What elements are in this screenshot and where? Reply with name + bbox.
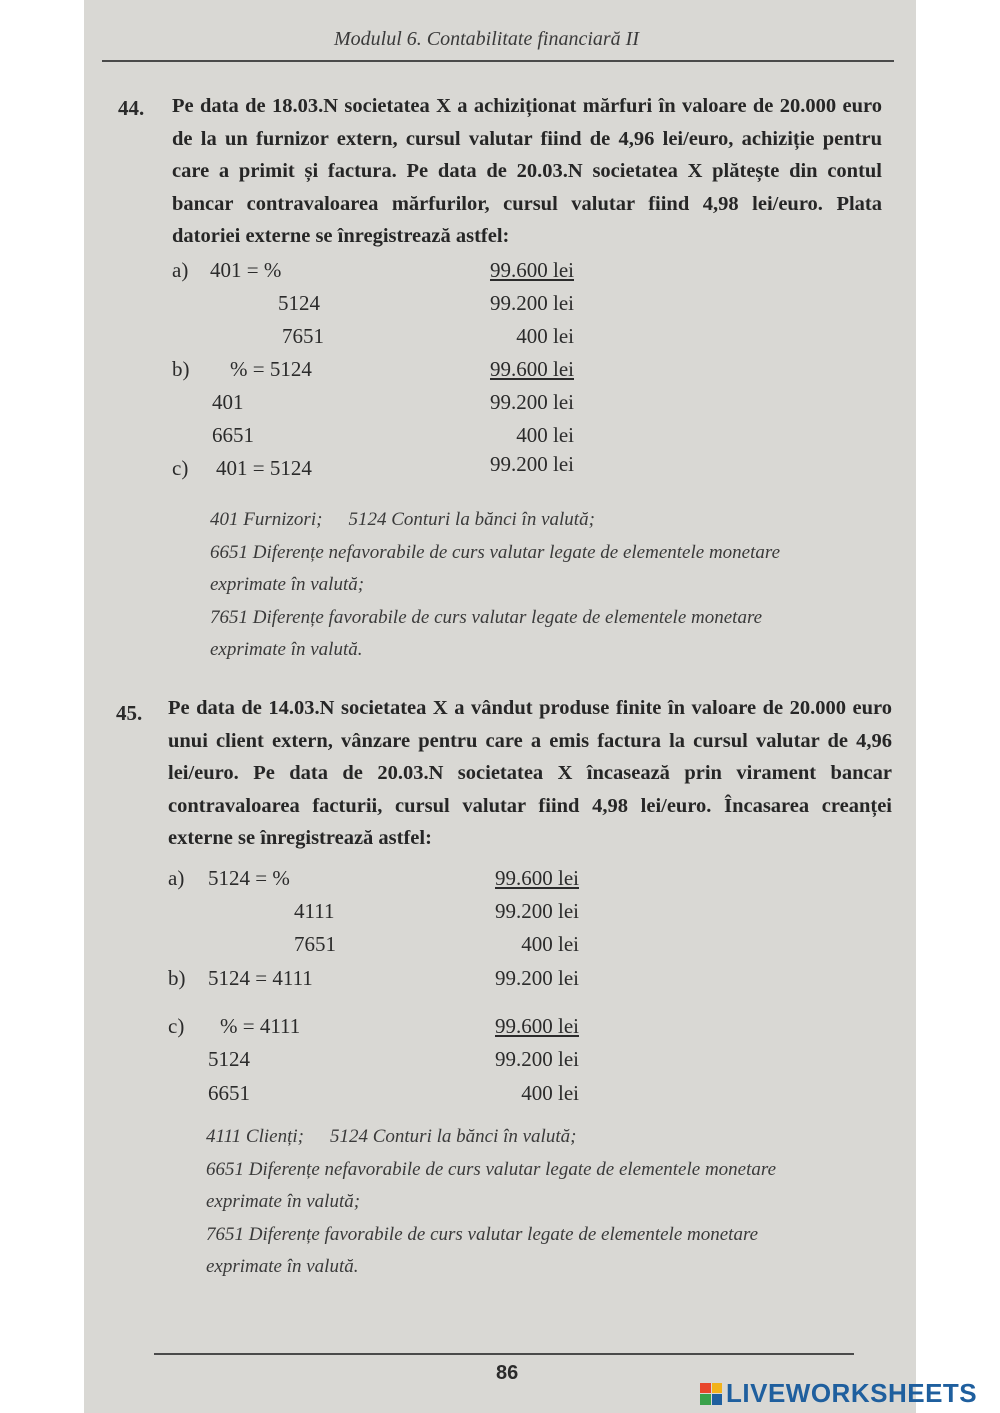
q44-option-b-amount: 99.200 lei <box>490 390 574 414</box>
page-number: 86 <box>496 1362 519 1384</box>
q45-option-c-amount: 99.200 lei <box>495 1047 579 1071</box>
q45-option-b-entry: 5124 = 4111 <box>208 966 313 990</box>
legend-text: exprimate în valută; <box>210 574 365 595</box>
legend-text: 7651 Diferențe favorabile de curs valutar legate de elementele monetare <box>210 606 763 628</box>
q45-option-a-account: 7651 <box>294 932 336 956</box>
q44-legend <box>210 504 890 667</box>
legend-text: 6651 Diferențe nefavorabile de curs valutar legate de elementele monetare <box>210 541 780 563</box>
q44-option-c-entry: 401 = 5124 <box>216 456 312 480</box>
legend-text: 401 Furnizori; <box>210 509 323 530</box>
legend-text: exprimate în valută. <box>210 639 363 660</box>
q45-option-a-account: 4111 <box>294 899 335 923</box>
q44-option-a-amount: 400 lei <box>516 324 574 348</box>
q45-option-c-entry: % = 4111 <box>220 1014 301 1038</box>
q44-option-a-account: 7651 <box>282 324 324 348</box>
q44-option-b-account: 6651 <box>212 423 254 447</box>
q44-option-c-amount: 99.200 lei <box>490 452 574 476</box>
q44-option-b-entry: % = 5124 <box>230 357 312 381</box>
legend-text: 5124 Conturi la bănci în valută; <box>348 509 595 530</box>
q45-option-c-account: 6651 <box>208 1081 250 1105</box>
question-44-number: 44. <box>118 96 145 120</box>
liveworksheets-watermark <box>700 1378 977 1409</box>
q45-option-c-amount: 99.600 lei <box>495 1014 579 1038</box>
q45-option-b-label: b) <box>168 966 186 990</box>
legend-text: exprimate în valută. <box>206 1256 359 1277</box>
footer-rule <box>154 1353 854 1355</box>
q45-option-a-entry: 5124 = % <box>208 866 290 890</box>
q44-option-a-label: a) <box>172 258 189 282</box>
q44-option-b-amount: 400 lei <box>516 423 574 447</box>
q45-option-b-amount: 99.200 lei <box>495 966 579 990</box>
q44-option-a-amount: 99.600 lei <box>490 258 574 282</box>
book-page <box>84 0 916 1413</box>
q44-option-a-amount: 99.200 lei <box>490 291 574 315</box>
q45-option-a-amount: 400 lei <box>521 932 579 956</box>
legend-text: 6651 Diferențe nefavorabile de curs valutar legate de elementele monetare <box>206 1158 776 1180</box>
watermark-text: LIVEWORKSHEETS <box>726 1378 978 1408</box>
q45-option-a-amount: 99.200 lei <box>495 899 579 923</box>
header-rule <box>102 60 894 62</box>
liveworksheets-logo-icon <box>700 1383 722 1405</box>
q44-option-a-account: 5124 <box>278 291 320 315</box>
q44-option-a-entry: 401 = % <box>210 258 282 282</box>
q45-option-c-label: c) <box>168 1014 185 1038</box>
legend-text: exprimate în valută; <box>206 1191 361 1212</box>
q45-option-a-label: a) <box>168 866 185 890</box>
question-45-number: 45. <box>116 701 143 725</box>
q45-option-a-amount: 99.600 lei <box>495 866 579 890</box>
q44-option-c-label: c) <box>172 456 189 480</box>
q44-option-b-amount: 99.600 lei <box>490 357 574 381</box>
q45-option-c-account: 5124 <box>208 1047 250 1071</box>
q44-option-b-account: 401 <box>212 390 244 414</box>
page-header: Modulul 6. Contabilitate financiară II <box>334 28 639 50</box>
question-45-text: Pe data de 14.03.N societatea X a vândut produse finite în valoare de 20.000 euro unui client extern, vânzare pentru care a emis factura la cursul valutar de 4,96 lei/euro. Pe data de 20.03.N societatea X încasează prin virament bancar contravaloarea facturii, cursul valutar fiind 4,98 lei/euro. Încasarea creanței externe se înregistrează astfel: <box>168 697 892 849</box>
legend-text: 5124 Conturi la bănci în valută; <box>329 1126 577 1147</box>
q45-legend <box>206 1121 896 1284</box>
q45-option-c-amount: 400 lei <box>521 1081 579 1105</box>
question-44-text: Pe data de 18.03.N societatea X a achiziționat mărfuri în valoare de 20.000 euro de la un furnizor extern, cursul valutar fiind de 4,96 lei/euro, achiziție pentru care a primit și factura. Pe data de 20.03.N societatea X plătește din contul bancar contravaloarea mărfurilor, cursul valutar fiind 4,98 lei/euro. Plata datoriei externe se înregistrează astfel: <box>172 95 882 247</box>
legend-text: 7651 Diferențe favorabile de curs valutar legate de elementele monetare <box>206 1223 759 1245</box>
legend-text: 4111 Clienți; <box>206 1126 304 1147</box>
q44-option-b-label: b) <box>172 357 190 381</box>
